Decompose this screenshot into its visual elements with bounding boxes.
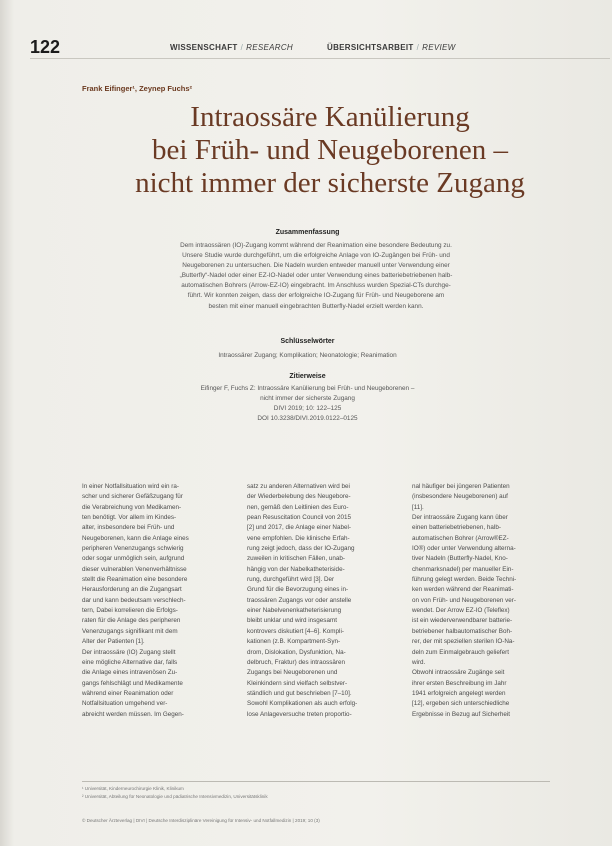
body-text-line: lose Anlageversuche treten proportio- <box>247 710 352 718</box>
body-text-line: ständlich und gut beschrieben [7–10]. <box>247 689 352 697</box>
body-text-line: einen batteriebetriebenen, halb- <box>412 524 501 532</box>
body-text-line: [11]. <box>412 503 424 511</box>
body-text-line: vene empfohlen. Die klinische Erfah- <box>247 534 350 542</box>
body-text-line: 1941 erfolgreich angelegt werden <box>412 689 506 697</box>
body-text-line: ken werden während der Reanimati- <box>412 586 514 594</box>
title-line: Intraossäre Kanülierung <box>190 101 470 133</box>
citation-line: Eifinger F, Fuchs Z: Intraossäre Kanülierung bei Früh- und Neugeborenen – <box>200 385 415 392</box>
body-text-line: bleibt unklar und wird insgesamt <box>247 617 337 625</box>
body-text-line: Notfallsituation umgehend ver- <box>82 700 168 708</box>
body-text-line: Kleinkindern sind vielfach selbstver- <box>247 679 348 687</box>
footnote-divider <box>82 781 550 782</box>
abstract-body <box>120 241 512 312</box>
body-text-line: hängig von der Nabelkatheteriside- <box>247 565 345 573</box>
body-text-line: on von Früh- und Neugeborenen ver- <box>412 596 516 604</box>
keywords-text: Intraossärer Zugang; Komplikation; Neonatologie; Reanimation <box>218 352 397 359</box>
body-text-line: gangs fehlschlägt und Medikamente <box>82 679 183 687</box>
body-text-line: scher und sicherer Gefäßzugang für <box>82 493 183 501</box>
abstract-line: Dem intraossären (IO)-Zugang kommt während der Reanimation eine besondere Bedeutung zu. <box>180 242 452 249</box>
body-text-line: führung gelegt werden. Beide Techni- <box>412 576 517 584</box>
abstract-line: Unsere Studie wurde durchgeführt, um die erfolgreiche Anlage von IO-Zugängen bei Früh- und <box>182 252 450 260</box>
type-de: ÜBERSICHTSARBEIT <box>327 42 414 52</box>
body-text-line: kontrovers diskutiert [4–6]. Kompli- <box>247 627 344 635</box>
body-text-line: nen, gemäß den Leitlinien des Euro- <box>247 503 349 511</box>
body-column-1 <box>82 482 222 720</box>
body-text-line: tiver Nadeln (Butterfly-Nadel, Kno- <box>412 555 508 563</box>
body-text-line: raten für die Anlage des peripheren <box>82 617 181 625</box>
body-text-line: peripheren Venenzugangs schwierig <box>82 545 184 553</box>
body-text-line: traossären Zugangs vor oder anstelle <box>247 596 352 604</box>
abstract-line: besten mit einer manuell eingebrachten Butterfly-Nadel erzielt werden kann. <box>208 302 424 310</box>
body-text-line: alter, insbesondere bei Früh- und <box>82 524 175 532</box>
body-text-line: einer Nabelvenenkatheterisierung <box>247 607 342 615</box>
body-text-line: (insbesondere Neugeborenen) auf <box>412 493 508 501</box>
body-text-line: zuweilen in kritischen Fällen, unab- <box>247 555 346 563</box>
body-text-line: Ergebnisse in Bezug auf Sicherheit <box>412 710 511 718</box>
body-text-line: deln zum Einmalgebrauch geliefert <box>412 648 509 656</box>
body-text-line: während einer Reanimation oder <box>82 689 174 697</box>
body-text-line: Neugeborenen, kann die Anlage eines <box>82 534 189 542</box>
body-text-line: ist ein wiederverwendbarer batterie- <box>412 617 513 625</box>
page-number: 122 <box>30 36 61 57</box>
body-text-line: abreicht werden müssen. Im Gegen- <box>82 710 184 718</box>
body-text-line: Zugangs bei Neugeborenen und <box>247 669 338 677</box>
body-text-line: drom, Dislokation, Dysfunktion, Na- <box>247 648 346 656</box>
body-text-line: IO®) oder unter Verwendung alterna- <box>412 545 516 553</box>
body-text-line: ihrer ersten Beschreibung im Jahr <box>412 679 507 687</box>
body-text-line: die Verabreichung von Medikamen- <box>82 503 182 511</box>
body-text-line: [12], ergeben sich unterschiedliche <box>412 700 510 708</box>
citation-line: nicht immer der sicherste Zugang <box>260 395 355 403</box>
body-text-line: rung zeigt jedoch, dass der IO-Zugang <box>247 545 355 553</box>
body-text-line: In einer Notfallsituation wird ein ra- <box>82 483 179 490</box>
copyright-line: © Deutscher Ärzteverlag | DIVI | Deutsche Interdisziplinäre Vereinigung für Intensiv- und Notfallmedizin | 2019; 10 (3) <box>82 818 320 823</box>
body-text-line: Obwohl intraossäre Zugänge seit <box>412 669 505 677</box>
footnote: ² Universität, Abteilung für Neonatologie und pädiatrische Intensivmedizin, Universitätsklinik <box>82 794 268 800</box>
body-column-2 <box>247 482 387 720</box>
body-text-line: satz zu anderen Alternativen wird bei <box>247 483 350 490</box>
body-text-line: [2] und 2017, die Anlage einer Nabel- <box>247 524 351 532</box>
body-text-line: dieser vulnerablen Venenverhältnisse <box>82 565 187 573</box>
body-text-line: pean Resuscitation Council von 2015 <box>247 514 351 522</box>
running-head-left <box>170 43 455 52</box>
body-text-line: Der intraossäre (IO) Zugang stellt <box>82 648 176 656</box>
article-title <box>60 101 600 200</box>
section-en: RESEARCH <box>246 42 293 52</box>
abstract-line: führt. Wir konnten zeigen, dass der erfolgreiche IO-Zugang für Früh- und Neugeborene am <box>187 292 445 300</box>
body-text-line: Der intraossäre Zugang kann über <box>412 514 508 522</box>
body-text-line: ten benötigt. Vor allem im Kindes- <box>82 514 177 522</box>
body-text-line: rung, durchgeführt wird [3]. Der <box>247 576 335 584</box>
section-de: WISSENSCHAFT <box>170 42 238 52</box>
body-text-line: kationen (z.B. Kompartment-Syn- <box>247 638 341 646</box>
running-header <box>30 36 610 59</box>
body-text-line: delbruch, Fraktur) des intraossären <box>247 658 345 666</box>
body-text-line: eine mögliche Alternative dar, falls <box>82 658 178 666</box>
body-text-line: wendet. Der Arrow EZ-IO (Teleflex) <box>412 607 510 615</box>
body-text-line: tern, Dabei korrelieren die Erfolgs- <box>82 607 178 615</box>
body-text-line: betriebener halbautomatischer Boh- <box>412 627 513 635</box>
body-column-3 <box>412 482 552 720</box>
separator: / <box>240 42 244 52</box>
type-en: REVIEW <box>422 42 456 52</box>
author-line: Frank Eifinger¹, Zeynep Fuchs² <box>82 84 193 93</box>
body-text-line: der Wiederbelebung des Neugebore- <box>247 493 351 501</box>
body-text-line: rer, der mit speziellen sterilen IO-Na- <box>412 638 515 646</box>
body-text-line: automatischen Bohrer (Arrow®EZ- <box>412 534 509 542</box>
citation-line: DIVI 2019; 10: 122–125 <box>273 405 342 413</box>
body-text-line: dar und kann bedeutsam verschlech- <box>82 596 186 604</box>
abstract-line: automatischen Bohrers (Arrow-EZ-IO) eingebracht. Im Anschluss wurden Spezial-CTs durchge- <box>181 282 451 290</box>
citation-line: DOI 10.3238/DIVI.2019.0122–0125 <box>257 415 358 423</box>
abstract-line: „Butterfly“-Nadel oder einer EZ-IO-Nadel oder unter Verwendung eines batteriebetriebenen halb- <box>179 272 453 280</box>
footnote: ¹ Universität, Kinderneurochirurgie Klinik, Klinikum <box>82 786 184 791</box>
title-line: nicht immer der sicherste Zugang <box>135 167 525 199</box>
citation-block <box>180 384 435 424</box>
citation-heading: Zitierweise <box>289 373 326 380</box>
body-text-line: chenmarksnadel) per manueller Ein- <box>412 565 514 573</box>
separator: / <box>416 42 420 52</box>
body-text-line: Sowohl Komplikationen als auch erfolg- <box>247 700 358 708</box>
body-text-line: Venenzugangs signifikant mit dem <box>82 627 178 635</box>
body-text-line: stellt die Reanimation eine besondere <box>82 576 188 584</box>
abstract-heading: Zusammenfassung <box>275 229 340 236</box>
body-text-line: nal häufiger bei jüngeren Patienten <box>412 483 510 490</box>
footnotes <box>82 785 552 801</box>
abstract-line: Neugeborenen zu untersuchen. Die Nadeln wurden entweder manuell unter Verwendung einer <box>182 262 450 270</box>
title-line: bei Früh- und Neugeborenen – <box>152 134 508 166</box>
keywords-heading: Schlüsselwörter <box>280 338 335 345</box>
body-text-line: wird. <box>412 658 426 666</box>
body-text-line: Herausforderung an die Zugangsart <box>82 586 182 594</box>
body-text-line: oder sogar unmöglich sein, aufgrund <box>82 555 185 563</box>
body-text-line: Grund für die Bevorzugung eines in- <box>247 586 349 594</box>
body-text-line: die Anlage eines intravenösen Zu- <box>82 669 178 677</box>
body-text-line: Alter der Patienten [1]. <box>82 638 145 646</box>
